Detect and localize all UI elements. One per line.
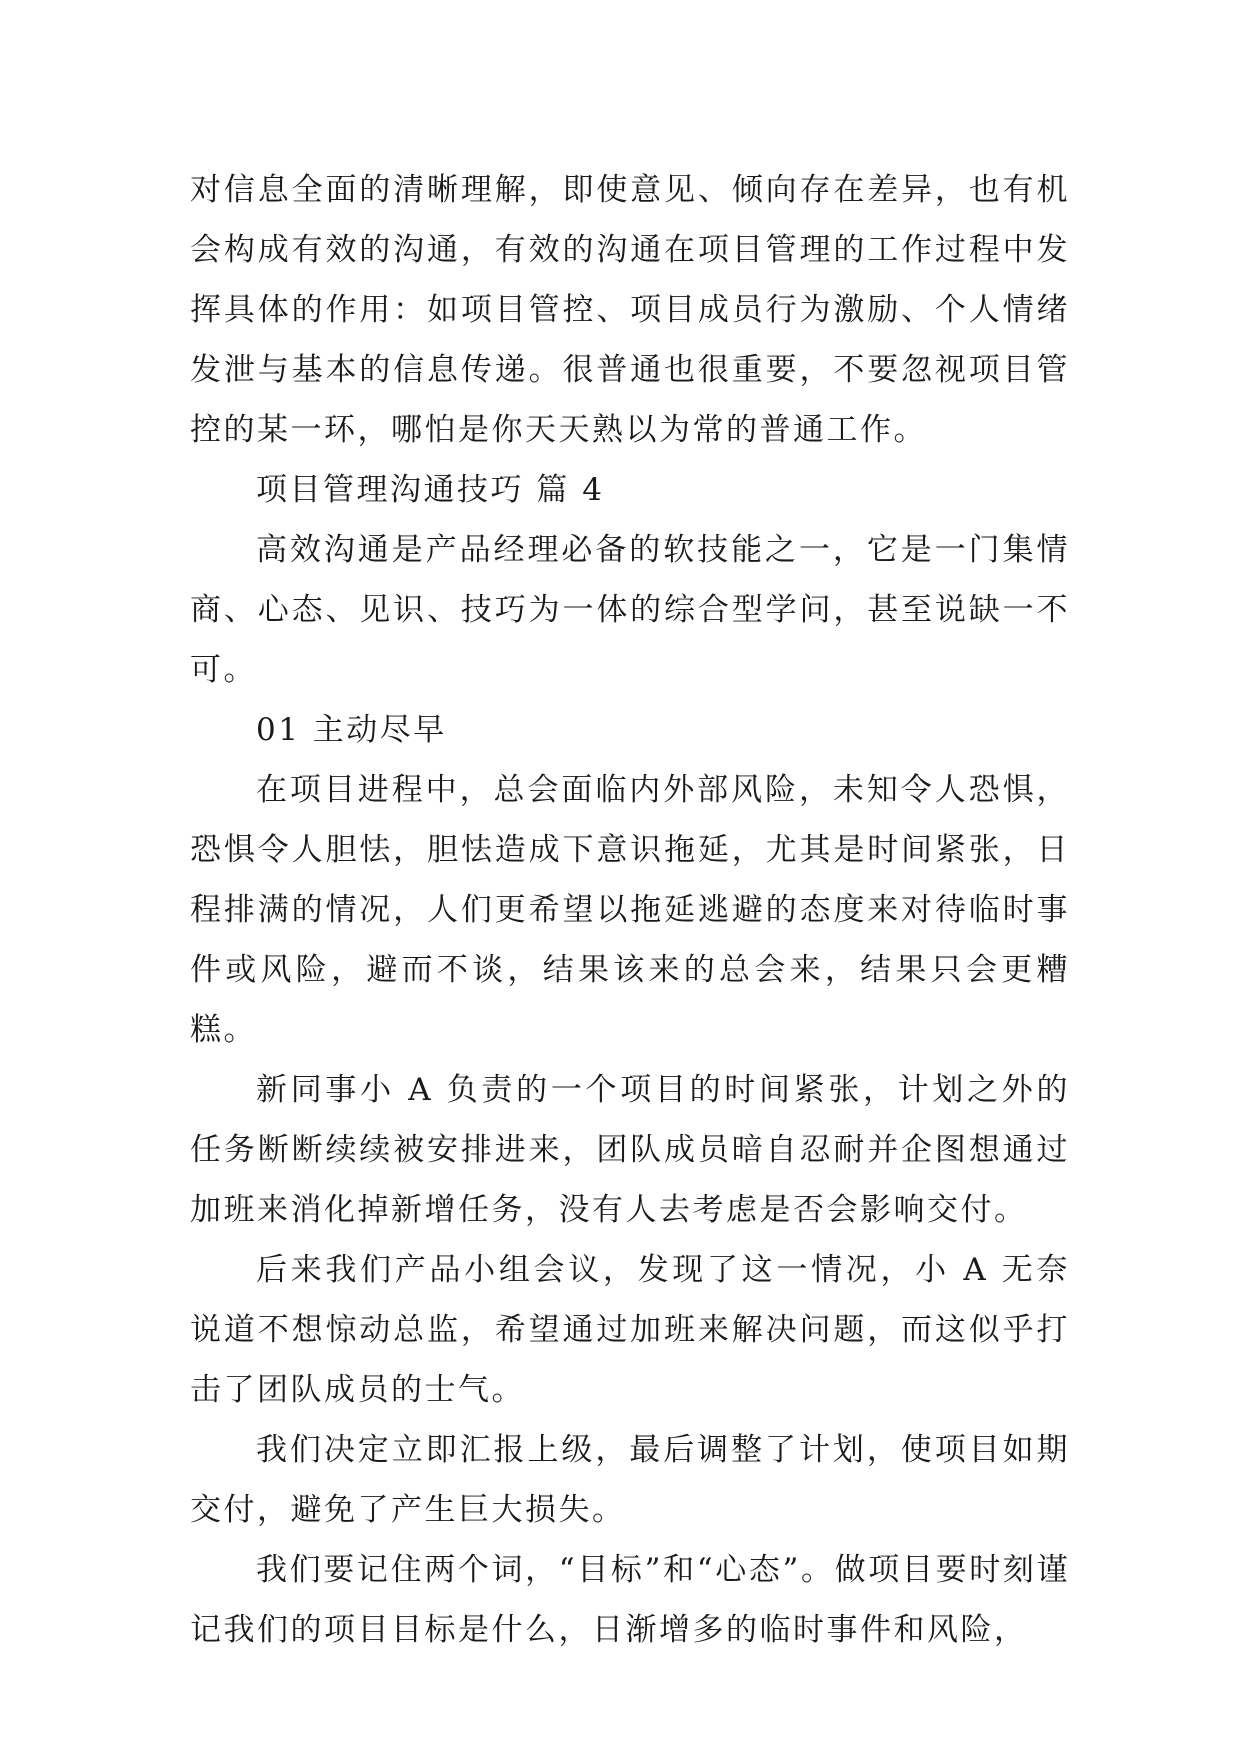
- paragraph-continuation: 对信息全面的清晰理解，即使意见、倾向存在差异，也有机会构成有效的沟通，有效的沟通在项目管理的工作过程中发挥具体的作用：如项目管控、项目成员行为激励、个人情绪发泄与基本的信息传递。很普通也很重要，不要忽视项目管控的某一环，哪怕是你天天熟以为常的普通工作。: [190, 172, 1070, 448]
- paragraph-example: 新同事小 A 负责的一个项目的时间紧张，计划之外的任务断断续续被安排进来，团队成员暗自忍耐并企图想通过加班来消化掉新增任务，没有人去考虑是否会影响交付。: [190, 1072, 1070, 1228]
- paragraph-intro: 高效沟通是产品经理必备的软技能之一，它是一门集情商、心态、见识、技巧为一体的综合型学问，甚至说缺一不可。: [190, 532, 1070, 688]
- subsection-heading: 01 主动尽早: [256, 712, 447, 748]
- document-body: [190, 160, 1070, 1660]
- section-heading: 项目管理沟通技巧 篇 4: [256, 472, 605, 508]
- paragraph-risk: 在项目进程中，总会面临内外部风险，未知令人恐惧，恐惧令人胆怯，胆怯造成下意识拖延，尤其是时间紧张，日程排满的情况，人们更希望以拖延逃避的态度来对待临时事件或风险，避而不谈，结果该来的总会来，结果只会更糟糕。: [190, 772, 1070, 1048]
- paragraph-meeting: 后来我们产品小组会议，发现了这一情况，小 A 无奈说道不想惊动总监，希望通过加班来解决问题，而这似乎打击了团队成员的士气。: [190, 1252, 1070, 1408]
- paragraph-keywords: 我们要记住两个词，“目标”和“心态”。做项目要时刻谨记我们的项目目标是什么，日渐增多的临时事件和风险，: [190, 1552, 1070, 1648]
- paragraph-decision: 我们决定立即汇报上级，最后调整了计划，使项目如期交付，避免了产生巨大损失。: [190, 1432, 1070, 1528]
